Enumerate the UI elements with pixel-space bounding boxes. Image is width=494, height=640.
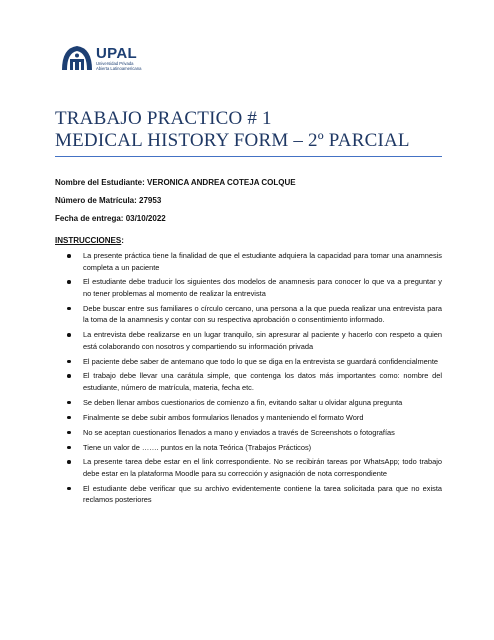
list-item [55,397,442,409]
bullet-icon [67,487,71,491]
bullet-icon [67,333,71,337]
list-item [55,303,442,326]
list-item [55,370,442,393]
list-item [55,412,442,424]
upal-logo [60,44,141,72]
list-item [55,427,442,439]
list-item [55,442,442,454]
list-item [55,250,442,273]
bullet-icon [67,460,71,464]
logo-subtitle-1: Universidad Privada [96,60,134,66]
title-line-1: TRABAJO PRACTICO # 1 [55,108,272,129]
logo-subtitle-2: Abierta Latinoamericana [96,65,142,71]
registration-number: Número de Matrícula: 27953 [55,196,162,205]
list-item-text: La presente tarea debe estar en el link correspondiente. No se recibirán tareas por WhatsApp; todo trabajo debe estar en la plataforma Moodle para su corrección y asignación de nota correspondiente [83,457,442,478]
bullet-icon [67,374,71,378]
list-item-text: No se aceptan cuestionarios llenados a mano y enviados a través de Screenshots o fotografías [83,427,395,437]
list-item-text: La entrevista debe realizarse en un lugar tranquilo, sin apresurar al paciente y hacerlo con respeto a quien está colaborando con nosotros y compartiendo su información privada [83,330,442,351]
list-item-text: Tiene un valor de ……. puntos en la nota Teórica (Trabajos Prácticos) [83,442,312,452]
list-item [55,329,442,352]
list-item-text: Finalmente se debe subir ambos formularios llenados y manteniendo el formato Word [83,412,364,422]
bullet-icon [67,431,71,435]
bullet-icon [67,446,71,450]
list-item [55,276,442,299]
instructions-heading-colon: : [121,236,124,245]
instructions-heading [55,236,124,245]
list-item-text: El paciente debe saber de antemano que todo lo que se diga en la entrevista se guardará confidencialmente [83,356,438,366]
list-item [55,483,442,506]
title-divider [55,156,442,157]
bullet-icon [67,254,71,258]
list-item [55,456,442,479]
bullet-icon [67,360,71,364]
document-title [55,108,455,152]
bullet-icon [67,401,71,405]
list-item [55,356,442,368]
list-item-text: El estudiante debe verificar que su archivo evidentemente contiene la tarea solicitada para que no exista reclamos posteriores [83,483,442,505]
list-item-text: El estudiante debe traducir los siguientes dos modelos de anamnesis para conocer lo que va a preguntar y no tener problemas al momento de realizar la entrevista [83,277,442,298]
instructions-heading-text: INSTRUCCIONES [55,236,122,245]
student-name: Nombre del Estudiante: VERONICA ANDREA COTEJA COLQUE [55,178,296,187]
logo-name: UPAL [96,44,137,62]
list-item-text: Se deben llenar ambos cuestionarios de comienzo a fin, evitando saltar u olvidar alguna pregunta [83,397,403,407]
list-item-text: Debe buscar entre sus familiares o círculo cercano, una persona a la que pueda realizar una entrevista para la toma de la anamnesis y contar con su respectiva aprobación o consentimiento informado. [83,303,442,325]
instructions-list [55,250,442,509]
university-emblem-icon [60,44,94,72]
title-line-2: MEDICAL HISTORY FORM – 2º PARCIAL [55,130,410,151]
bullet-icon [67,280,71,284]
bullet-icon [67,307,71,311]
list-item-text: La presente práctica tiene la finalidad de que el estudiante adquiera la capacidad para tomar una anamnesis completa a un paciente [83,251,442,272]
bullet-icon [67,416,71,420]
due-date: Fecha de entrega: 03/10/2022 [55,214,166,223]
list-item-text: El trabajo debe llevar una carátula simple, que contenga los datos más importantes como: nombre del estudiante, número de matrícula, materia, fecha etc. [83,371,442,392]
